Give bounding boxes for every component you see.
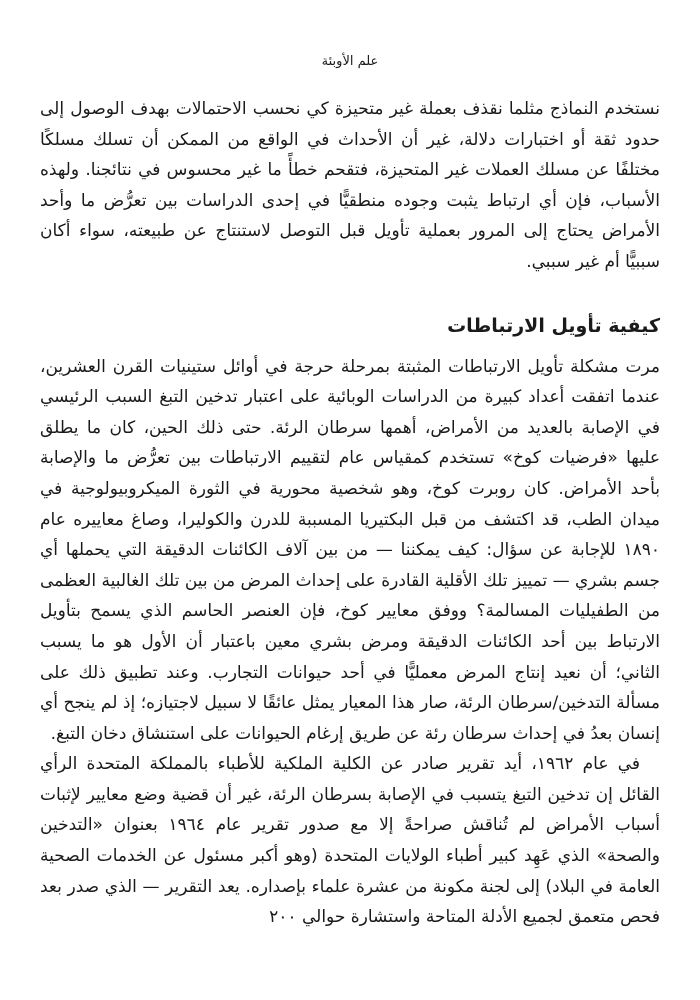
section-heading: كيفية تأويل الارتباطات: [447, 314, 660, 337]
paragraph-intro: نستخدم النماذج مثلما نقذف بعملة غير متحيزة كي نحسب الاحتمالات بهدف الوصول إلى حدود ثقة أو اختبارات دلالة، غير أن الأحداث في الواقع من الممكن أن تسلك مسلكًا مختلفًا عن مسلك العملات غير المتحيزة، فتقحم خطأً ما غير محسوس في نتائجنا. ولهذه الأسباب، فإن أي ارتباط يثبت وجوده منطقيًّا في إحدى الدراسات بين تعرُّض ما وأحد الأمراض يحتاج إلى المرور بعملية تأويل قبل التوصل لاستنتاج عن طبيعته، سواء أكان سببيًّا أم غير سببي.: [40, 99, 660, 272]
running-header: علم الأوبئة: [321, 54, 379, 69]
paragraph-1962-report: في عام ١٩٦٢، أيد تقرير صادر عن الكلية الملكية للأطباء بالمملكة المتحدة الرأي القائل إن تدخين التبغ يتسبب في الإصابة بسرطان الرئة، غير أن قضية وضع معايير لإثبات أسباب الأمراض لم تُناقش صراحةً إلا مع صدور تقرير عام ١٩٦٤ بعنوان «التدخين والصحة» الذي عَهِد كبير أطباء الولايات المتحدة (وهو أكبر مسئول عن الخدمات الصحية العامة في البلاد) إلى لجنة مكونة من عشرة علماء بإصداره. يعد التقرير — الذي صدر بعد فحص متعمق لجميع الأدلة المتاحة واستشارة حوالي ٢٠٠: [40, 754, 660, 928]
paragraph-koch-postulates: مرت مشكلة تأويل الارتباطات المثبتة بمرحلة حرجة في أوائل ستينيات القرن العشرين، عندما اتفقت أعداد كبيرة من الدراسات الوبائية على اعتبار تدخين التبغ السبب الرئيسي في الإصابة بالعديد من الأمراض، أهمها سرطان الرئة. حتى ذلك الحين، كان ما يطلق عليها «فرضيات كوخ» تستخدم كمقياس عام لتقييم الارتباطات بين تعرُّض ما والإصابة بأحد الأمراض. كان روبرت كوخ، وهو شخصية محورية في الثورة الميكروبيولوجية في ميدان الطب، قد اكتشف من قبل البكتيريا المسببة للدرن والكوليرا، وصاغ معاييره عام ١٨٩٠ للإجابة عن سؤال: كيف يمكننا — من بين آلاف الكائنات الدقيقة التي يحملها أي جسم بشري — تمييز تلك الأقلية القادرة على إحداث المرض من بين تلك الغالبية العظمى من الطفيليات المسالمة؟ ووفق معايير كوخ، فإن العنصر الحاسم الذي يسمح بتأويل الارتباط بين أحد الكائنات الدقيقة ومرض بشري معين باعتبار أن الأول هو ما يسبب الثاني؛ أن نعيد إنتاج المرض معمليًّا في أحد حيوانات التجارب. وعند تطبيق ذلك على مسألة التدخين/سرطان الرئة، صار هذا المعيار يمثل عائقًا لا سبيل لاجتيازه؛ إذ لم ينجح أي إنسان بعدُ في إحداث سرطان رئة عن طريق إرغام الحيوانات على استنشاق دخان التبغ.: [40, 356, 660, 744]
